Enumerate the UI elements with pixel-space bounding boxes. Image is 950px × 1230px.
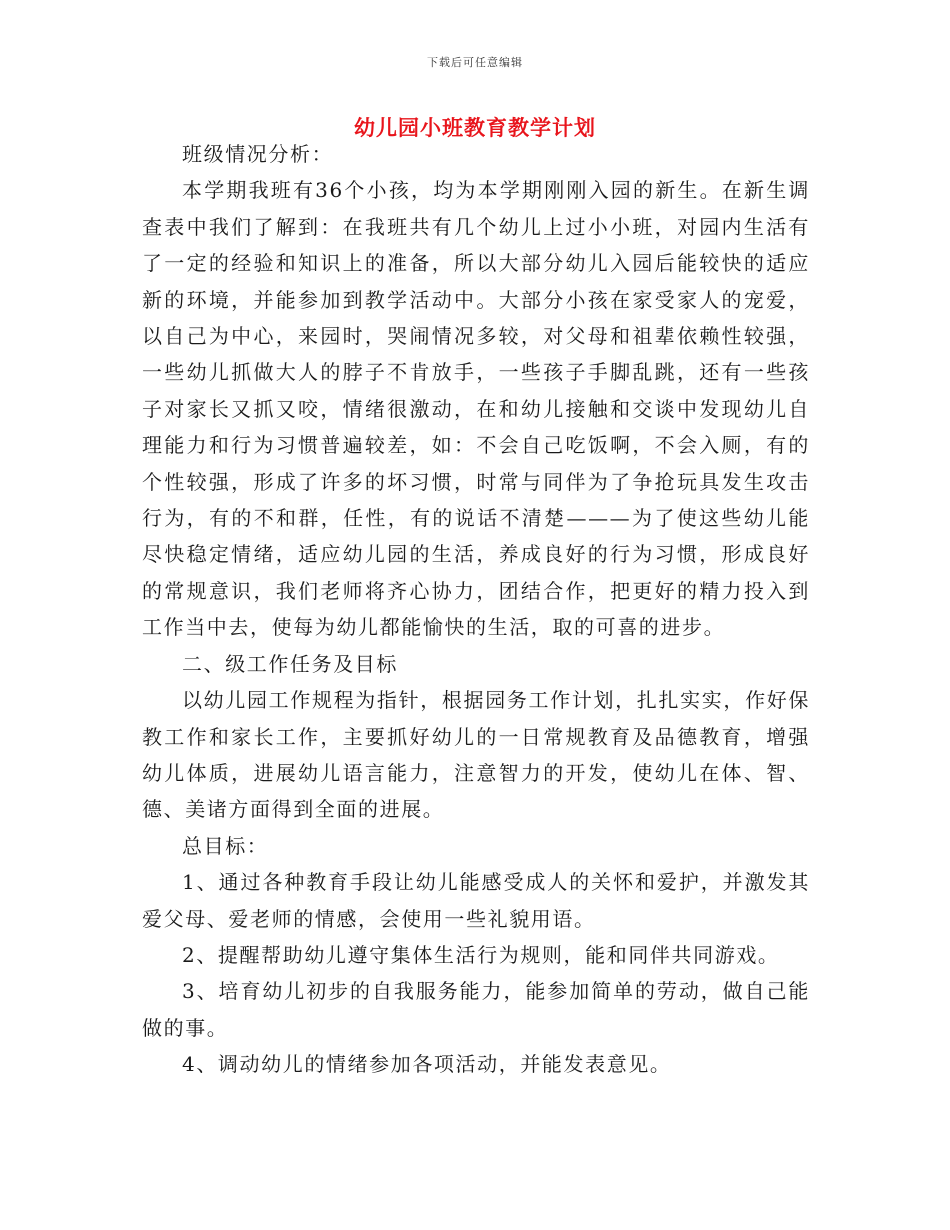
section-heading-tasks-goals: 二、级工作任务及目标 [182, 651, 398, 676]
document-body [142, 136, 810, 1083]
goal-item: 2、提醒帮助幼儿遵守集体生活行为规则，能和同伴共同游戏。 [182, 942, 780, 967]
paragraph-tasks-goals: 以幼儿园工作规程为指针，根据园务工作计划，扎扎实实，作好保教工作和家长工作，主要抓好幼儿的一日常规教育及品德教育，增强幼儿体质，进展幼儿语言能力，注意智力的开发，使幼儿在体、智、德、美诸方面得到全面的进展。 [142, 688, 810, 822]
paragraph-class-analysis: 本学期我班有36个小孩，均为本学期刚刚入园的新生。在新生调查表中我们了解到：在我班共有几个幼儿上过小小班，对园内生活有了一定的经验和知识上的准备，所以大部分幼儿入园后能较快的适应新的环境，并能参加到教学活动中。大部分小孩在家受家人的宠爱，以自己为中心，来园时，哭闹情况多较，对父母和祖辈依赖性较强，一些幼儿抓做大人的脖子不肯放手，一些孩子手脚乱跳，还有一些孩子对家长又抓又咬，情绪很激动，在和幼儿接触和交谈中发现幼儿自理能力和行为习惯普遍较差，如：不会自己吃饭啊，不会入厕，有的个性较强，形成了许多的坏习惯，时常与同伴为了争抢玩具发生攻击行为，有的不和群，任性，有的说话不清楚———为了使这些幼儿能尽快稳定情绪，适应幼儿园的生活，养成良好的行为习惯，形成良好的常规意识，我们老师将齐心协力，团结合作，把更好的精力投入到工作当中去，使每为幼儿都能愉快的生活，取的可喜的进步。 [142, 178, 810, 640]
goal-item: 4、调动幼儿的情绪参加各项活动，并能发表意见。 [182, 1052, 672, 1077]
section-heading-class-analysis: 班级情况分析： [182, 142, 334, 166]
goal-item: 3、培育幼儿初步的自我服务能力，能参加简单的劳动，做自己能做的事。 [142, 979, 810, 1040]
section-heading-overall-goals: 总目标： [182, 833, 269, 858]
document-title: 幼儿园小班教育教学计划 [354, 115, 596, 140]
header-note: 下载后可任意编辑 [427, 56, 523, 69]
goal-item: 1、通过各种教育手段让幼儿能感受成人的关怀和爱护，并激发其爱父母、爱老师的情感，会使用一些礼貌用语。 [142, 870, 810, 931]
